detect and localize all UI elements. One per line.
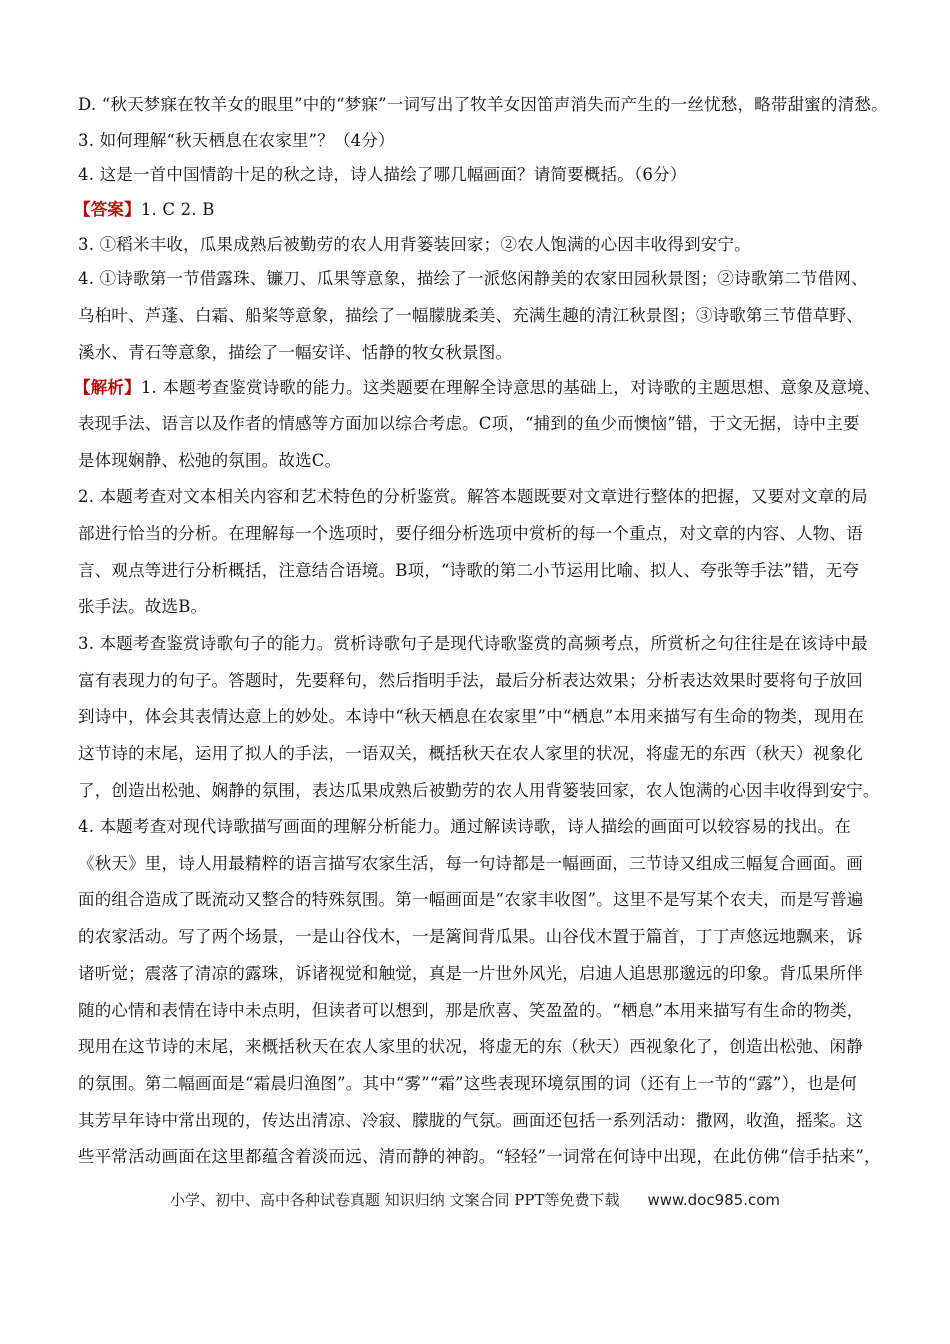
analysis-2-line-1: 2. 本题考查对文本相关内容和艺术特色的分析鉴赏。解答本题既要对文章进行整体的把握，又要对文章的局 (78, 487, 868, 506)
answer-4-line-1: 4. ①诗歌第一节借露珠、镰刀、瓜果等意象，描绘了一派悠闲静美的农家田园秋景图；②诗歌第二节借网、 (78, 269, 868, 288)
question-3: 3. 如何理解“秋天栖息在农家里”？（4分） (78, 131, 395, 150)
analysis-3-line-3: 到诗中，体会其表情达意上的妙处。本诗中“秋天栖息在农家里”中“栖息”本用来描写有生命的物类，现用在 (78, 707, 865, 726)
analysis-1-line-2: 表现手法、语言以及作者的情感等方面加以综合考虑。C项，“捕到的鱼少而懊恼”错，于文无据，诗中主要 (78, 414, 860, 433)
analysis-4-line-7: 现用在这节诗的末尾，来概括秋天在农人家里的状况，将虚无的东（秋天）西视象化了，创造出松弛、闲静 (78, 1037, 863, 1056)
analysis-line-1 (74, 377, 894, 399)
footer-text: 小学、初中、高中各种试卷真题 知识归纳 文案合同 PPT等免费下载 (169, 1191, 620, 1209)
analysis-3-line-1: 3. 本题考查鉴赏诗歌句子的能力。赏析诗歌句子是现代诗歌鉴赏的高频考点，所赏析之句往往是在该诗中最 (78, 634, 868, 653)
answer-3: 3. ①稻米丰收，瓜果成熟后被勤劳的农人用背篓装回家；②农人饱满的心因丰收得到安宁。 (78, 235, 751, 254)
answer-4-line-2: 乌桕叶、芦蓬、白霜、船桨等意象，描绘了一幅朦胧柔美、充满生趣的清江秋景图；③诗歌第三节借草野、 (78, 306, 863, 325)
analysis-4-line-1: 4. 本题考查对现代诗歌描写画面的理解分析能力。通过解读诗歌，诗人描绘的画面可以较容易的找出。在 (78, 817, 852, 836)
analysis-3-line-4: 这节诗的末尾，运用了拟人的手法，一语双关，概括秋天在农人家里的状况，将虚无的东西（秋天）视象化 (78, 744, 863, 763)
answer-4-line-3: 溪水、青石等意象，描绘了一幅安详、恬静的牧女秋景图。 (78, 343, 513, 362)
analysis-4-line-3: 面的组合造成了既流动又整合的特殊氛围。第一幅画面是“农家丰收图”。这里不是写某个农夫，而是写普遍 (78, 890, 864, 909)
analysis-2-line-2: 部进行恰当的分析。在理解每一个选项时，要仔细分析选项中赏析的每一个重点，对文章的内容、人物、语 (78, 524, 863, 543)
analysis-2-line-4: 张手法。故选B。 (78, 597, 208, 616)
analysis-3-line-2: 富有表现力的句子。答题时，先要释句，然后指明手法，最后分析表达效果；分析表达效果时要将句子放回 (78, 671, 863, 690)
option-d-text: D. “秋天梦寐在牧羊女的眼里”中的“梦寐”一词写出了牧羊女因笛声消失而产生的一丝忧愁，略带甜蜜的清愁。 (78, 95, 888, 114)
answer-line-12 (74, 199, 894, 221)
page-footer (0, 1189, 950, 1211)
analysis-4-line-6: 随的心情和表情在诗中未点明，但读者可以想到，那是欣喜、笑盈盈的。“栖息”本用来描写有生命的物类， (78, 1001, 864, 1020)
analysis-1-text: 1. 本题考查鉴赏诗歌的能力。这类题要在理解全诗意思的基础上，对诗歌的主题思想、意象及意境、 (140, 378, 881, 397)
analysis-tag: 【解析】 (74, 378, 141, 397)
analysis-3-line-5: 了，创造出松弛、娴静的氛围，表达瓜果成熟后被勤劳的农人用背篓装回家，农人饱满的心因丰收得到安宁。 (78, 781, 880, 800)
question-4: 4. 这是一首中国情韵十足的秋之诗，诗人描绘了哪几幅画面？请简要概括。（6分） (78, 165, 687, 184)
answer-choices: 1. C 2. B (140, 200, 215, 219)
analysis-4-line-8: 的氛围。第二幅画面是“霜晨归渔图”。其中“雾”“霜”这些表现环境氛围的词（还有上一节的“露”），也是何 (78, 1074, 857, 1093)
analysis-4-line-9: 其芳早年诗中常出现的，传达出清凉、冷寂、朦胧的气氛。画面还包括一系列活动：撒网，收渔，摇桨。这 (78, 1111, 863, 1130)
analysis-4-line-2: 《秋天》里，诗人用最精粹的语言描写农家生活，每一句诗都是一幅画面，三节诗又组成三幅复合画面。画 (78, 854, 863, 873)
footer-url[interactable]: www.doc985.com (647, 1191, 781, 1209)
analysis-2-line-3: 言、观点等进行分析概括，注意结合语境。B项，“诗歌的第二小节运用比喻、拟人、夸张等手法”错，无夸 (78, 561, 860, 580)
analysis-4-line-10: 些平常活动画面在这里都蕴含着淡而远、清而静的神韵。“轻轻”一词常在何诗中出现，在此仿佛“信手拈来”， (78, 1147, 881, 1166)
analysis-1-line-3: 是体现娴静、松弛的氛围。故选C。 (78, 451, 342, 470)
answer-tag: 【答案】 (74, 200, 141, 219)
analysis-4-line-4: 的农家活动。写了两个场景，一是山谷伐木，一是篱间背瓜果。山谷伐木置于篇首，丁丁声悠远地飘来，诉 (78, 927, 863, 946)
analysis-4-line-5: 诸听觉；震落了清凉的露珠，诉诸视觉和触觉，真是一片世外风光，启迪人追思那邈远的印象。背瓜果所伴 (78, 964, 863, 983)
